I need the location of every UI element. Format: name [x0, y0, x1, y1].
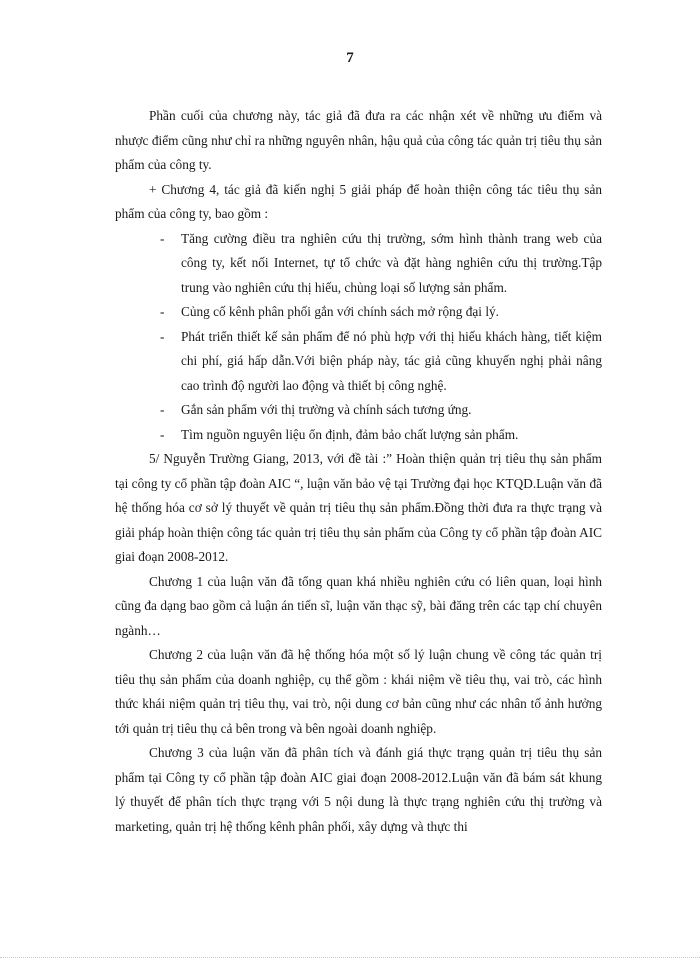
bullet-dash: -: [160, 304, 165, 319]
list-item: - Gắn sản phẩm với thị trường và chính sách tương ứng.: [115, 398, 602, 423]
list-item: - Tăng cường điều tra nghiên cứu thị trường, sớm hình thành trang web của công ty, kết nối Internet, tự tổ chức và đặt hàng nghiên cứu thị trường.Tập trung vào nghiên cứu thị hiếu, chủng loại số lượng sản phẩm.: [115, 227, 602, 301]
page-bottom-divider: [0, 957, 700, 958]
page-number: 7: [346, 50, 354, 66]
list-item: - Củng cố kênh phân phối gắn với chính sách mở rộng đại lý.: [115, 300, 602, 325]
paragraph-chapter-3: Chương 3 của luận văn đã phân tích và đánh giá thực trạng quản trị tiêu thụ sản phẩm tại Công ty cổ phần tập đoàn AIC giai đoạn 2008-2012.Luận văn đã bám sát khung lý thuyết để phân tích thực trạng với 5 nội dung là thực trạng nghiên cứu thị trường và marketing, quản trị hệ thống kênh phân phối, xây dựng và thực thi: [115, 745, 602, 834]
bullet-dash: -: [160, 328, 165, 344]
bullet-dash: -: [160, 402, 165, 417]
paragraph-chapter-1: Chương 1 của luận văn đã tổng quan khá nhiều nghiên cứu có liên quan, loại hình cũng đa dạng bao gồm cả luận án tiến sĩ, luận văn thạc sỹ, bài đăng trên các tạp chí chuyên ngành…: [115, 573, 602, 638]
bullet-dash: -: [160, 426, 165, 442]
paragraph-chapter-2: Chương 2 của luận văn đã hệ thống hóa một số lý luận chung về công tác quản trị tiêu thụ sản phẩm của doanh nghiệp, cụ thể gồm : khái niệm về tiêu thụ, vai trò, các hình thức khái niệm quản trị tiêu thụ, vai trò, nội dung cơ bản cũng như các nhân tố ảnh hưởng tới quản trị tiêu thụ cả bên trong và bên ngoài doanh nghiệp.: [115, 647, 602, 736]
document-body: [115, 104, 602, 839]
list-item: - Tìm nguồn nguyên liệu ổn định, đảm bảo chất lượng sản phẩm.: [115, 423, 602, 448]
paragraph-chapter-summary: Phần cuối của chương này, tác giả đã đưa ra các nhận xét về những ưu điểm và nhược điểm cũng như chỉ ra những nguyên nhân, hậu quả của công tác quản trị tiêu thụ sản phẩm của công ty.: [115, 108, 602, 172]
list-item: - Phát triển thiết kế sản phẩm để nó phù hợp với thị hiếu khách hàng, tiết kiệm chi phí, giá hấp dẫn.Với biện pháp này, tác giả cũng khuyến nghị phải nâng cao trình độ người lao động và thiết bị công nghệ.: [115, 325, 602, 399]
paragraph-chapter-4: + Chương 4, tác giả đã kiến nghị 5 giải pháp để hoàn thiện công tác tiêu thụ sản phẩm của công ty, bao gồm :: [115, 181, 602, 221]
solutions-list: [115, 227, 602, 448]
paragraph-reference-5: 5/ Nguyễn Trường Giang, 2013, với đề tài :” Hoàn thiện quản trị tiêu thụ sản phẩm tại công ty cổ phần tập đoàn AIC “, luận văn bảo vệ tại Trường đại học KTQD.Luận văn đã hệ thống hóa cơ sở lý thuyết về quản trị tiêu thụ sản phẩm.Đồng thời đưa ra thực trạng và giải pháp hoàn thiện công tác quản trị tiêu thụ sản phẩm của Công ty cổ phần tập đoàn AIC giai đoạn 2008-2012.: [115, 451, 602, 564]
bullet-dash: -: [160, 230, 165, 246]
